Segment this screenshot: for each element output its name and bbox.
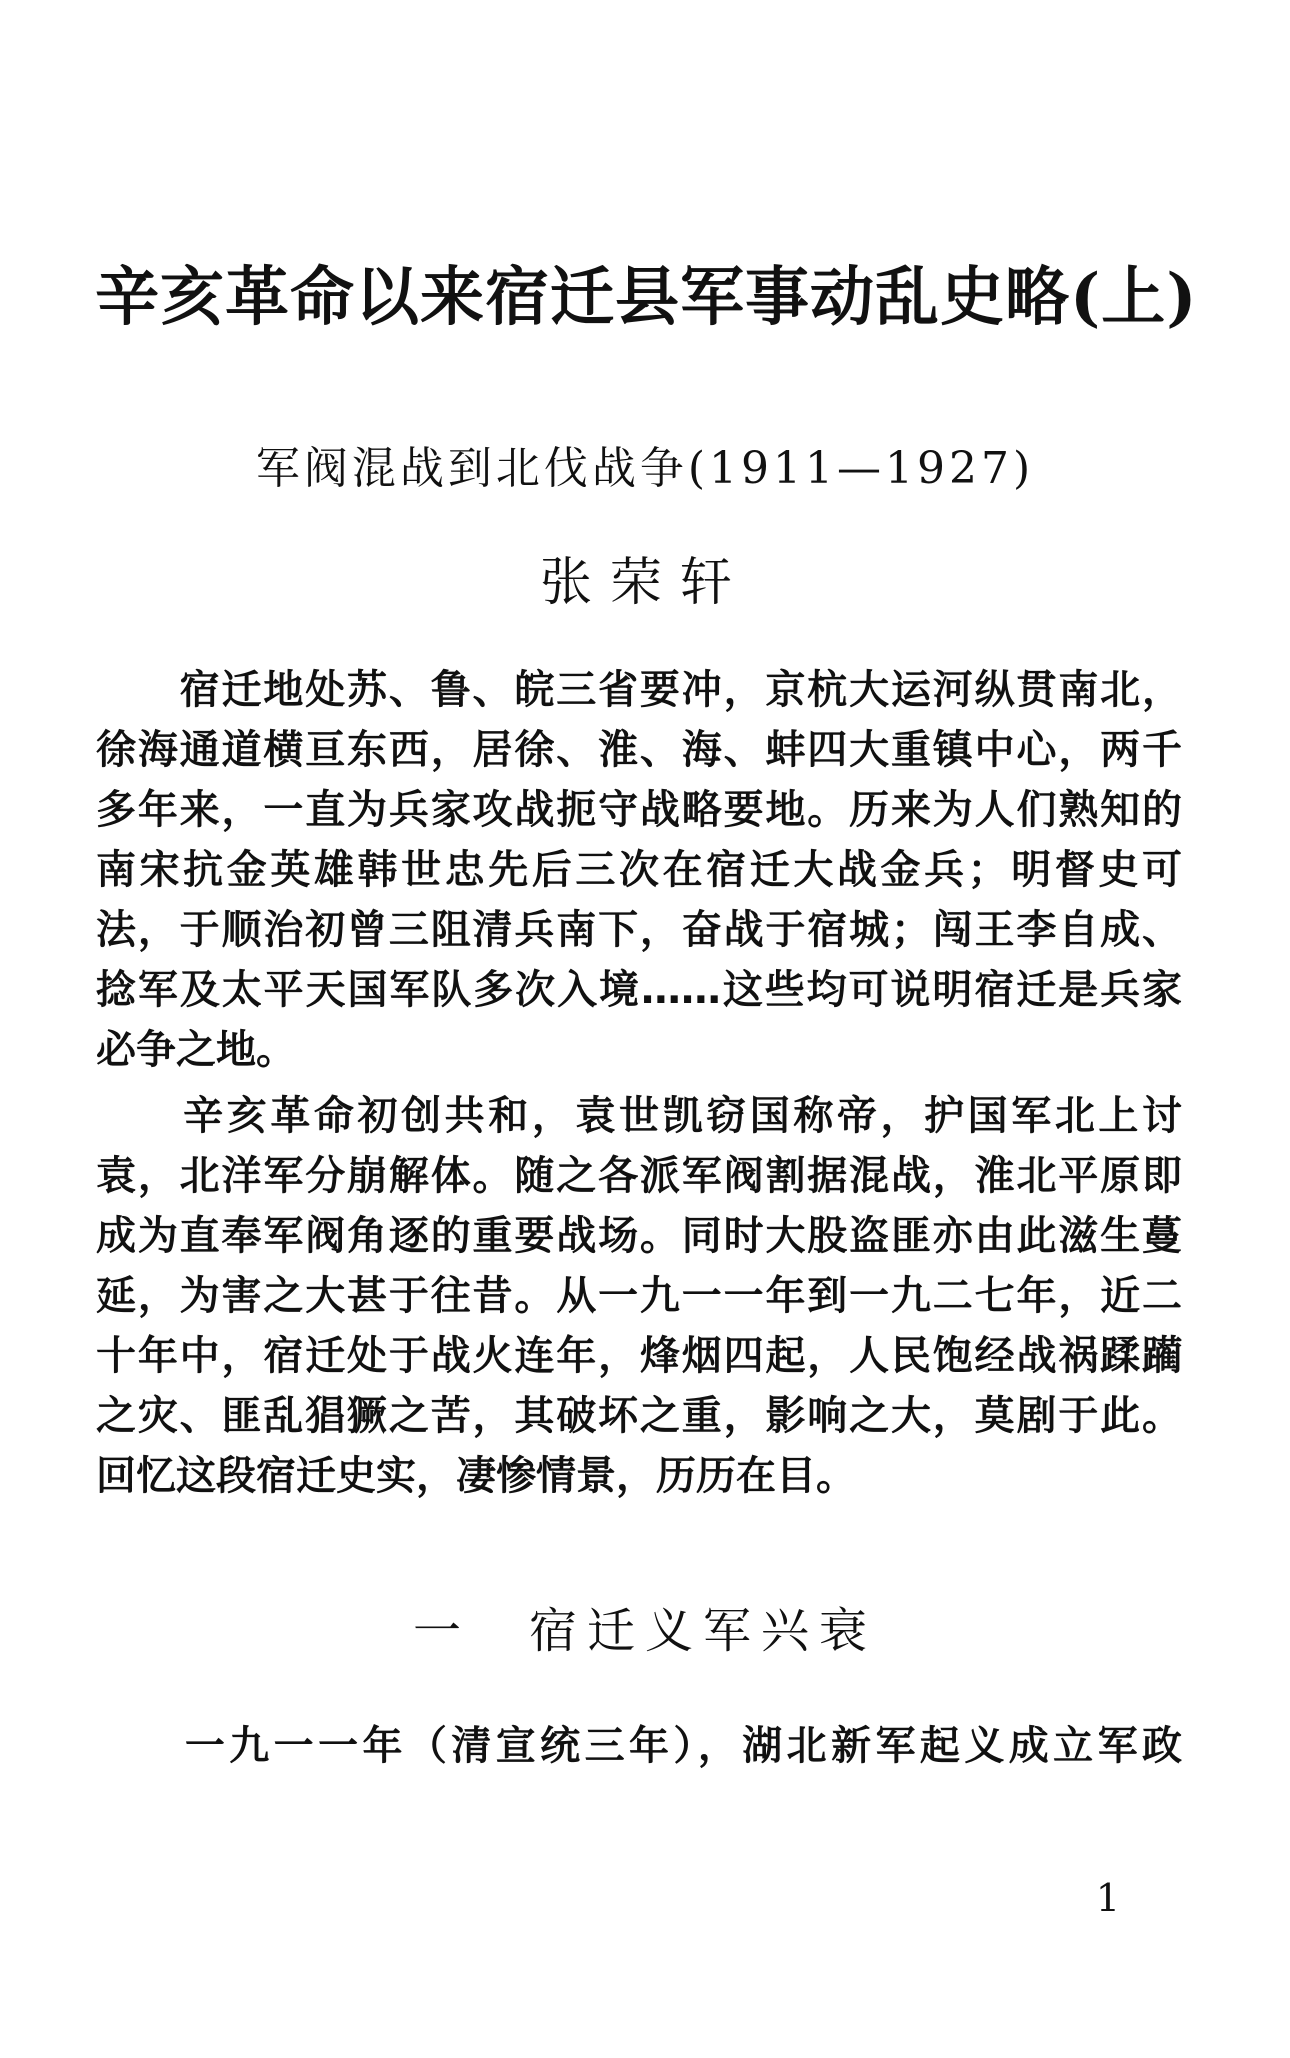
page-number: 1 [1095,1876,1120,1920]
text-line: 回忆这段宿迁史实，凄惨情景，历历在目。 [96,1453,856,1499]
text-line: 必争之地。 [96,1027,296,1073]
paragraph [96,1086,1182,1506]
paragraph [96,1716,1182,1776]
author-name: 张荣轩 [539,553,750,613]
text-line: 一九一一年（清宣统三年），湖北新军起义成立军政 [96,1723,1182,1769]
section-title: 宿迁义军兴衰 [529,1603,878,1659]
article-subtitle: 军阀混战到北伐战争(1911—1927) [255,443,1035,494]
text-line: 捻军及太平天国军队多次入境……这些均可说明宿迁是兵家 [96,967,1182,1013]
text-line: 之灾、匪乱猖獗之苦，其破坏之重，影响之大，莫剧于此。 [96,1393,1182,1439]
text-line: 多年来，一直为兵家攻战扼守战略要地。历来为人们熟知的 [96,787,1182,833]
text-line: 延，为害之大甚于往昔。从一九一一年到一九二七年，近二 [96,1273,1182,1319]
text-line: 法，于顺治初曾三阻清兵南下，奋战于宿城；闯王李自成、 [96,907,1182,953]
text-line: 十年中，宿迁处于战火连年，烽烟四起，人民饱经战祸蹂躏 [96,1333,1182,1379]
text-line: 成为直奉军阀角逐的重要战场。同时大股盗匪亦由此滋生蔓 [96,1213,1182,1259]
section-number: 一 [412,1603,471,1659]
text-line: 袁，北洋军分崩解体。随之各派军阀割据混战，淮北平原即 [96,1153,1182,1199]
text-line: 南宋抗金英雄韩世忠先后三次在宿迁大战金兵；明督史可 [96,847,1182,893]
text-line: 徐海通道横亘东西，居徐、淮、海、蚌四大重镇中心，两千 [96,727,1182,773]
text-line: 辛亥革命初创共和，袁世凯窃国称帝，护国军北上讨 [96,1093,1182,1139]
paragraph [96,660,1182,1080]
section-heading [0,1592,1290,1661]
text-line: 宿迁地处苏、鲁、皖三省要冲，京杭大运河纵贯南北， [96,667,1182,713]
article-title: 辛亥革命以来宿迁县军事动乱史略(上) [95,260,1198,335]
body-text [96,660,1182,1512]
